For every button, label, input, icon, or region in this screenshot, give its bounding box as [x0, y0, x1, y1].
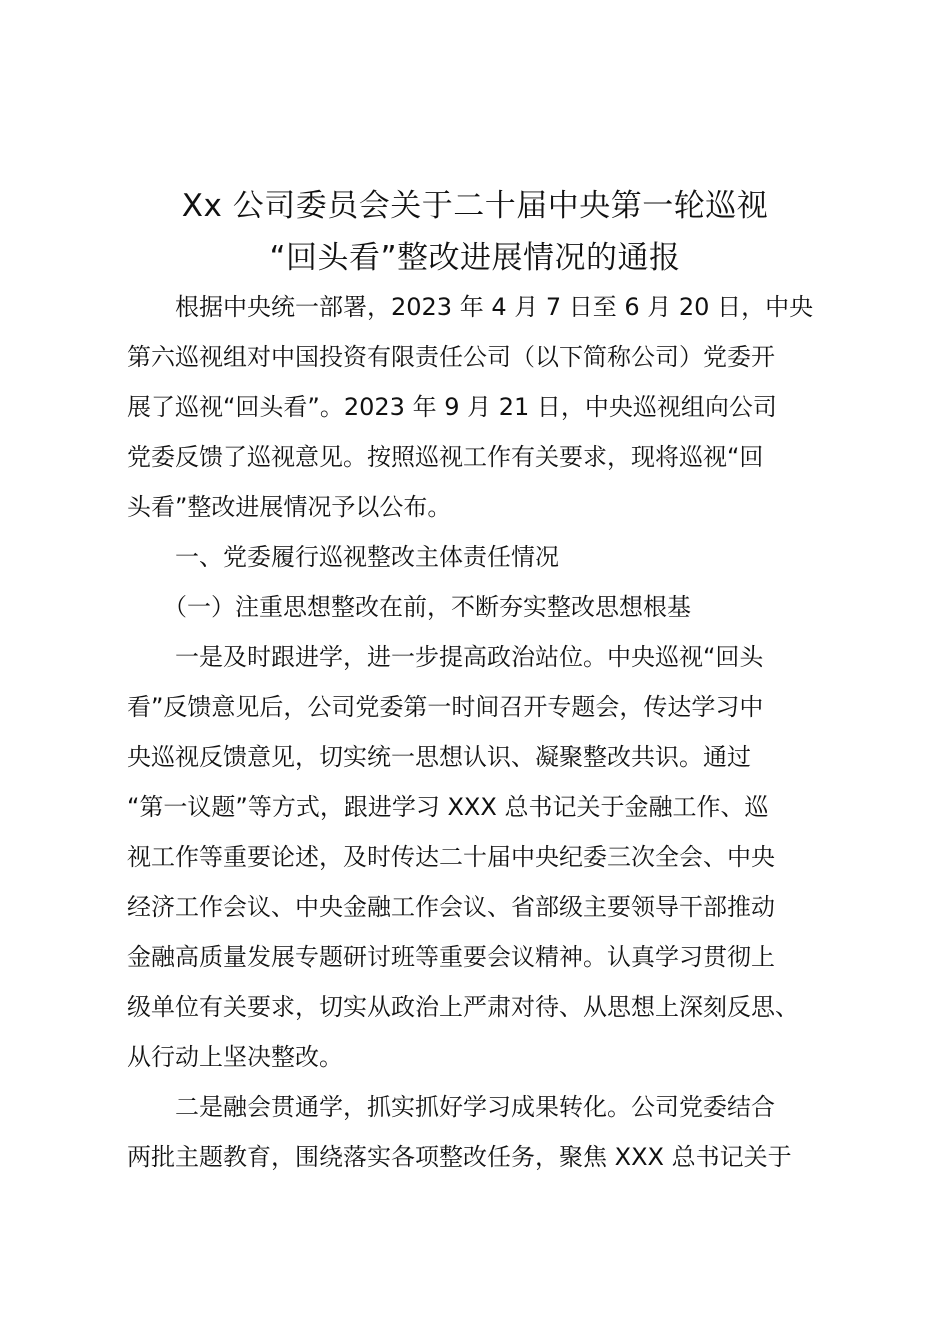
- text-line: 从行动上坚决整改。: [127, 1043, 343, 1071]
- paragraph-intro: [127, 282, 847, 532]
- text-line: 头看”整改进展情况予以公布。: [127, 493, 452, 521]
- text-line: 央巡视反馈意见，切实统一思想认识、凝聚整改共识。通过: [127, 743, 751, 771]
- text-line: 展了巡视“回头看”。2023 年 9 月 21 日，中央巡视组向公司: [127, 393, 777, 421]
- text-line: 一是及时跟进学，进一步提高政治站位。中央巡视“回头: [127, 643, 764, 671]
- text-line: 视工作等重要论述，及时传达二十届中央纪委三次全会、中央: [127, 843, 775, 871]
- document-body: [127, 282, 847, 1182]
- text-line: 两批主题教育，围绕落实各项整改任务，聚焦 XXX 总书记关于: [127, 1143, 792, 1171]
- text-line: 第六巡视组对中国投资有限责任公司（以下简称公司）党委开: [127, 343, 775, 371]
- text-line: 二是融会贯通学，抓实抓好学习成果转化。公司党委结合: [127, 1093, 775, 1121]
- paragraph-integration: [127, 1082, 847, 1182]
- title-line-2: “回头看”整改进展情况的通报: [269, 240, 681, 276]
- subsection-heading: （一）注重思想整改在前，不断夯实整改思想根基: [127, 593, 691, 621]
- text-line: 看”反馈意见后，公司党委第一时间召开专题会，传达学习中: [127, 693, 764, 721]
- text-line: 金融高质量发展专题研讨班等重要会议精神。认真学习贯彻上: [127, 943, 775, 971]
- title-line-1: Xx 公司委员会关于二十届中央第一轮巡视: [181, 188, 769, 224]
- paragraph-study: [127, 632, 847, 1082]
- document-title: [0, 180, 950, 284]
- text-line: 经济工作会议、中央金融工作会议、省部级主要领导干部推动: [127, 893, 775, 921]
- text-line: 党委反馈了巡视意见。按照巡视工作有关要求，现将巡视“回: [127, 443, 764, 471]
- text-line: “第一议题”等方式，跟进学习 XXX 总书记关于金融工作、巡: [127, 793, 769, 821]
- text-line: 级单位有关要求，切实从政治上严肃对待、从思想上深刻反思、: [127, 993, 799, 1021]
- section-heading: 一、党委履行巡视整改主体责任情况: [127, 543, 559, 571]
- text-line: 根据中央统一部署，2023 年 4 月 7 日至 6 月 20 日，中央: [127, 293, 814, 321]
